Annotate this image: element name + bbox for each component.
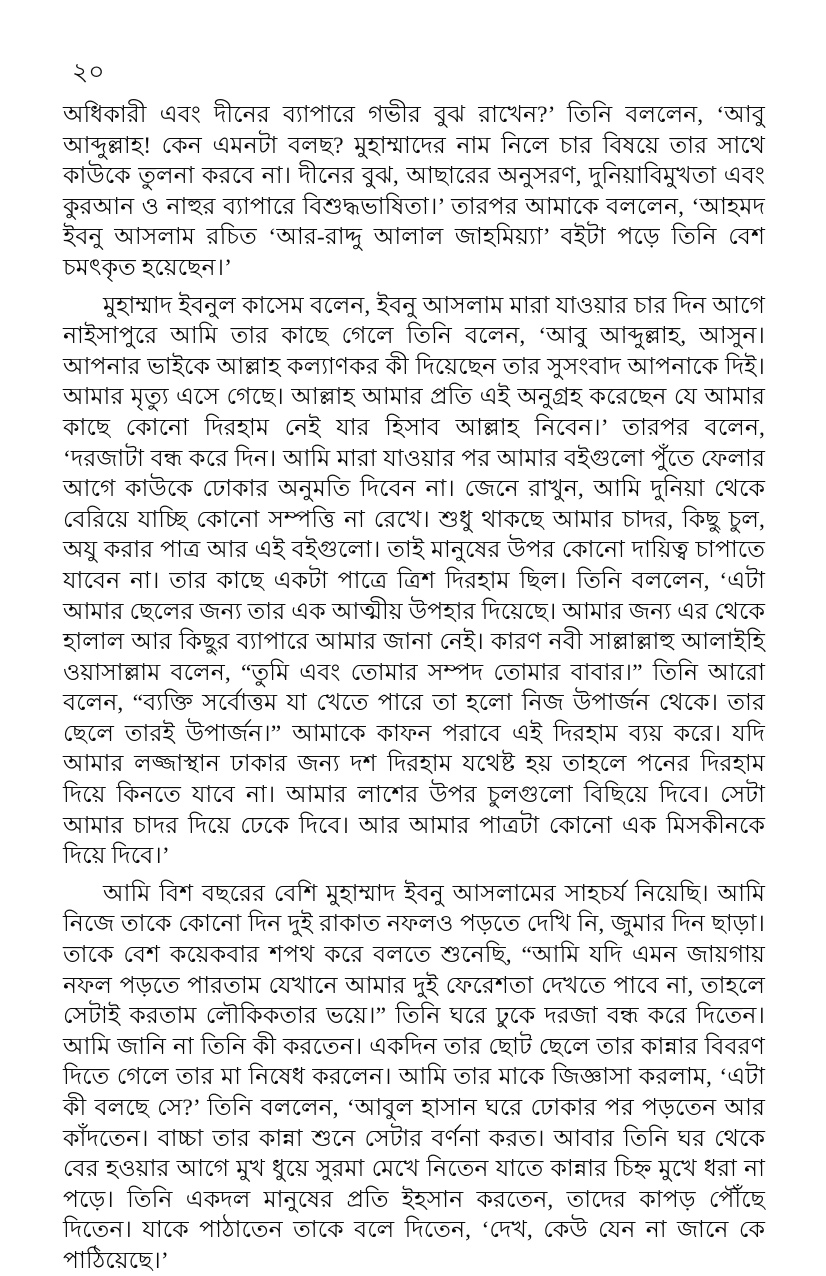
body-paragraph: মুহাম্মাদ ইবনুল কাসেম বলেন, ইবনু আসলাম মারা যাওয়ার চার দিন আগে নাইসাপুরে আমি তার কাছে গেলে তিনি বলেন, ‘আবু আব্দুল্লাহ, আসুন। আপনার ভাইকে আল্লাহ কল্যাণকর কী দিয়েছেন তার সুসংবাদ আপনাকে দিই। আমার মৃত্যু এসে গেছে। আল্লাহ আমার প্রতি এই অনুগ্রহ করেছেন যে আমার কাছে কোনো দিরহাম নেই যার হিসাব আল্লাহ নিবেন।’ তারপর বলেন, ‘দরজাটা বন্ধ করে দিন। আমি মারা যাওয়ার পর আমার বইগুলো পুঁতে ফেলার আগে কাউকে ঢোকার অনুমতি দিবেন না। জেনে রাখুন, আমি দুনিয়া থেকে বেরিয়ে যাচ্ছি কোনো সম্পত্তি না রেখে। শুধু থাকছে আমার চাদর, কিছু চুল, অযু করার পাত্র আর এই বইগুলো। তাই মানুষের উপর কোনো দায়িত্ব চাপাতে যাবেন না। তার কাছে একটা পাত্রে ত্রিশ দিরহাম ছিল। তিনি বললেন, ‘এটা আমার ছেলের জন্য তার এক আত্মীয় উপহার দিয়েছে। আমার জন্য এর থেকে হালাল আর কিছুর ব্যাপারে আমার জানা নেই। কারণ নবী সাল্লাল্লাহু আলাইহি ওয়াসাল্লাম বলেন, “তুমি এবং তোমার সম্পদ তোমার বাবার।” তিনি আরো বলেন, “ব্যক্তি সর্বোত্তম যা খেতে পারে তা হলো নিজ উপার্জন থেকে। তার ছেলে তারই উপার্জন।” আমাকে কাফন পরাবে এই দিরহাম ব্যয় করে। যদি আমার লজ্জাস্থান ঢাকার জন্য দশ দিরহাম যথেষ্ট হয় তাহলে পনের দিরহাম দিয়ে কিনতে যাবে না। আমার লাশের উপর চুলগুলো বিছিয়ে দিবে। সেটা আমার চাদর দিয়ে ঢেকে দিবে। আর আমার পাত্রটা কোনো এক মিসকীনকে দিয়ে দিবে।’ (63, 292, 765, 870)
body-paragraph: আমি বিশ বছরের বেশি মুহাম্মাদ ইবনু আসলামের সাহচর্য নিয়েছি। আমি নিজে তাকে কোনো দিন দুই রাকাত নফলও পড়তে দেখি নি, জুমার দিন ছাড়া। তাকে বেশ কয়েকবার শপথ করে বলতে শুনেছি, “আমি যদি এমন জায়গায় নফল পড়তে পারতাম যেখানে আমার দুই ফেরেশতা দেখতে পাবে না, তাহলে সেটাই করতাম লৌকিকতার ভয়ে।” তিনি ঘরে ঢুকে দরজা বন্ধ করে দিতেন। আমি জানি না তিনি কী করতেন। একদিন তার ছোট ছেলে তার কান্নার বিবরণ দিতে গেলে তার মা নিষেধ করলেন। আমি তার মাকে জিজ্ঞাসা করলাম, ‘এটা কী বলছে সে?’ তিনি বললেন, ‘আবুল হাসান ঘরে ঢোকার পর পড়তেন আর কাঁদতেন। বাচ্চা তার কান্না শুনে সেটার বর্ণনা করত। আবার তিনি ঘর থেকে বের হওয়ার আগে মুখ ধুয়ে সুরমা মেখে নিতেন যাতে কান্নার চিহ্ন মুখে ধরা না পড়ে। তিনি একদল মানুষের প্রতি ইহসান করতেন, তাদের কাপড় পৌঁছে দিতেন। যাকে পাঠাতেন তাকে বলে দিতেন, ‘দেখ, কেউ যেন না জানে কে পাঠিয়েছে।’ (63, 880, 765, 1274)
page-text-block (63, 100, 765, 1276)
page-number: ২০ (72, 59, 105, 86)
body-paragraph: অধিকারী এবং দীনের ব্যাপারে গভীর বুঝ রাখেন?’ তিনি বললেন, ‘আবু আব্দুল্লাহ! কেন এমনটা বলছ? মুহাম্মাদের নাম নিলে চার বিষয়ে তার সাথে কাউকে তুলনা করবে না। দীনের বুঝ, আছারের অনুসরণ, দুনিয়াবিমুখতা এবং কুরআন ও নাহুর ব্যাপারে বিশুদ্ধভাষিতা।’ তারপর আমাকে বললেন, ‘আহমদ ইবনু আসলাম রচিত ‘আর-রাদ্দু আলাল জাহমিয়্যা’ বইটা পড়ে তিনি বেশ চমৎকৃত হয়েছেন।’ (63, 102, 765, 281)
